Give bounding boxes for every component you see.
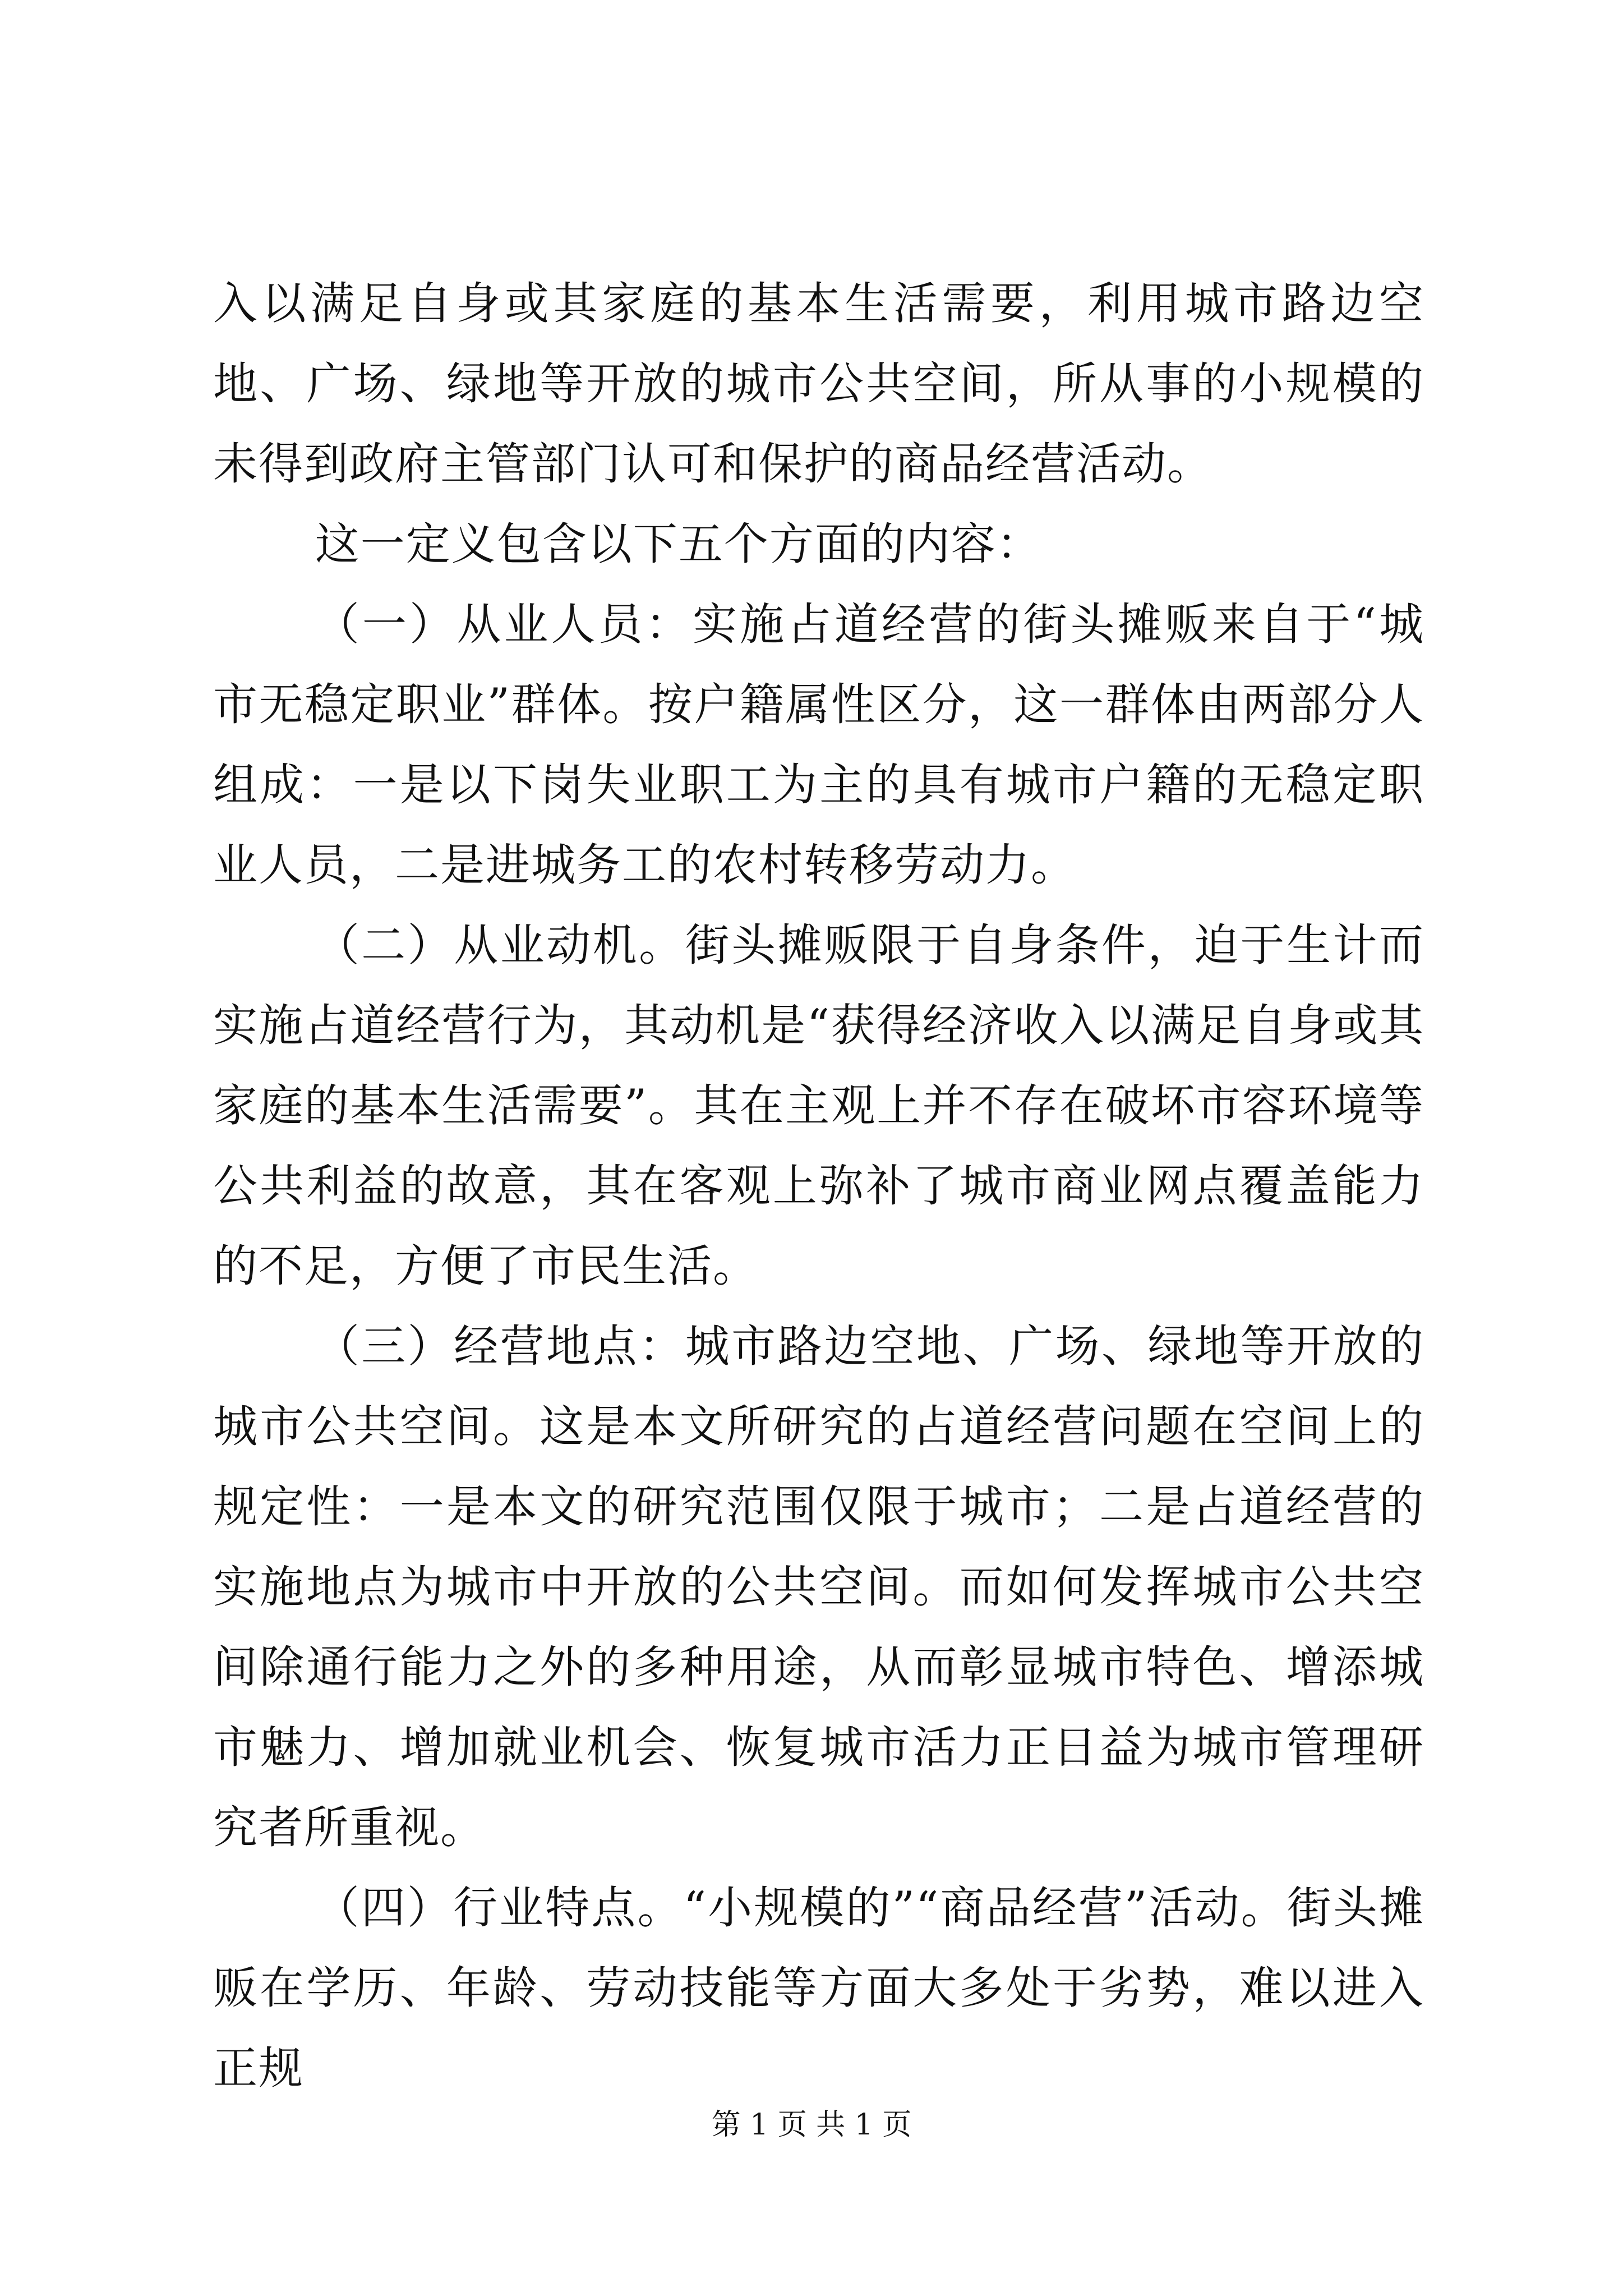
document-body — [213, 264, 1424, 2109]
paragraph-6: （四）行业特点。“小规模的”“商品经营”活动。街头摊贩在学历、年龄、劳动技能等方面大多处于劣势，难以进入正规 — [213, 1882, 1424, 2094]
paragraph-2: 这一定义包含以下五个方面的内容： — [315, 518, 1042, 570]
paragraph-4: （二）从业动机。街头摊贩限于自身条件，迫于生计而实施占道经营行为，其动机是“获得经济收入以满足自身或其家庭的基本生活需要”。其在主观上并不存在破坏市容环境等公共利益的故意，其在客观上弥补了城市商业网点覆盖能力的不足，方便了市民生活。 — [213, 919, 1424, 1292]
paragraph-5: （三）经营地点：城市路边空地、广场、绿地等开放的城市公共空间。这是本文所研究的占道经营问题在空间上的规定性：一是本文的研究范围仅限于城市；二是占道经营的实施地点为城市中开放的公共空间。而如何发挥城市公共空间除通行能力之外的多种用途，从而彰显城市特色、增添城市魅力、增加就业机会、恢复城市活力正日益为城市管理研究者所重视。 — [213, 1320, 1424, 1853]
paragraph-1: 入以满足自身或其家庭的基本生活需要，利用城市路边空地、广场、绿地等开放的城市公共空间，所从事的小规模的未得到政府主管部门认可和保护的商品经营活动。 — [213, 278, 1424, 490]
page-footer: 第 1 页 共 1 页 — [711, 2108, 912, 2142]
paragraph-3: （一）从业人员：实施占道经营的街头摊贩来自于“城市无稳定职业”群体。按户籍属性区分，这一群体由两部分人组成：一是以下岗失业职工为主的具有城市户籍的无稳定职业人员，二是进城务工的农村转移劳动力。 — [213, 599, 1424, 891]
